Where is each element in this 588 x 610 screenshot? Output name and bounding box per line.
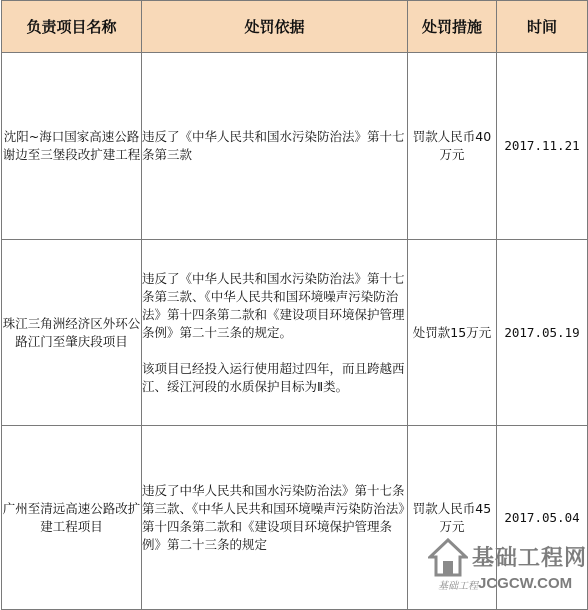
table-row	[2, 53, 588, 240]
basis-paragraph: 违反了中华人民共和国水污染防治法》第十七条第三款、《中华人民共和国环境噪声污染防治法》第十四条第二款和《建设项目环境保护管理条例》第二十三条的规定	[142, 482, 405, 552]
table-row	[2, 240, 588, 426]
table-header-row	[2, 1, 588, 53]
project-name-cell: 广州至清远高速公路改扩建工程项目	[2, 426, 142, 610]
penalty-basis-cell	[142, 53, 408, 240]
basis-paragraph: 违反了《中华人民共和国水污染防治法》第十七条第三款、《中华人民共和国环境噪声污染防治法》第十四条第二款和《建设项目环境保护管理条例》第二十三条的规定。	[142, 270, 405, 340]
project-name-cell: 沈阳~海口国家高速公路谢边至三堡段改扩建工程	[2, 53, 142, 240]
time-cell: 2017.05.19	[497, 240, 588, 426]
basis-paragraph: 该项目已经投入运行使用超过四年，而且跨越西江、绥江河段的水质保护目标为Ⅱ类。	[142, 360, 405, 394]
watermark-title: 基础工程网	[472, 546, 588, 571]
penalty-measure-cell: 处罚款15万元	[408, 240, 497, 426]
watermark	[428, 533, 586, 603]
header-project-name: 负责项目名称	[2, 1, 142, 53]
penalty-basis-cell	[142, 426, 408, 610]
watermark-url: JCGCW.COM	[478, 575, 573, 592]
penalty-measure-cell: 罚款人民币40万元	[408, 53, 497, 240]
header-time: 时间	[497, 1, 588, 53]
header-penalty-basis: 处罚依据	[142, 1, 408, 53]
penalty-basis-cell	[142, 240, 408, 426]
time-cell: 2017.11.21	[497, 53, 588, 240]
watermark-subtitle: 基础工程	[438, 581, 478, 592]
penalty-measure-cell: 罚款人民币45万元	[408, 426, 497, 610]
basis-paragraph: 违反了《中华人民共和国水污染防治法》第十七条第三款	[142, 129, 405, 162]
project-name-cell: 珠江三角洲经济区外环公路江门至肇庆段项目	[2, 240, 142, 426]
penalty-table	[1, 0, 588, 610]
time-cell: 2017.05.04	[497, 426, 588, 610]
header-penalty-measure: 处罚措施	[408, 1, 497, 53]
house-logo-icon	[428, 537, 468, 581]
